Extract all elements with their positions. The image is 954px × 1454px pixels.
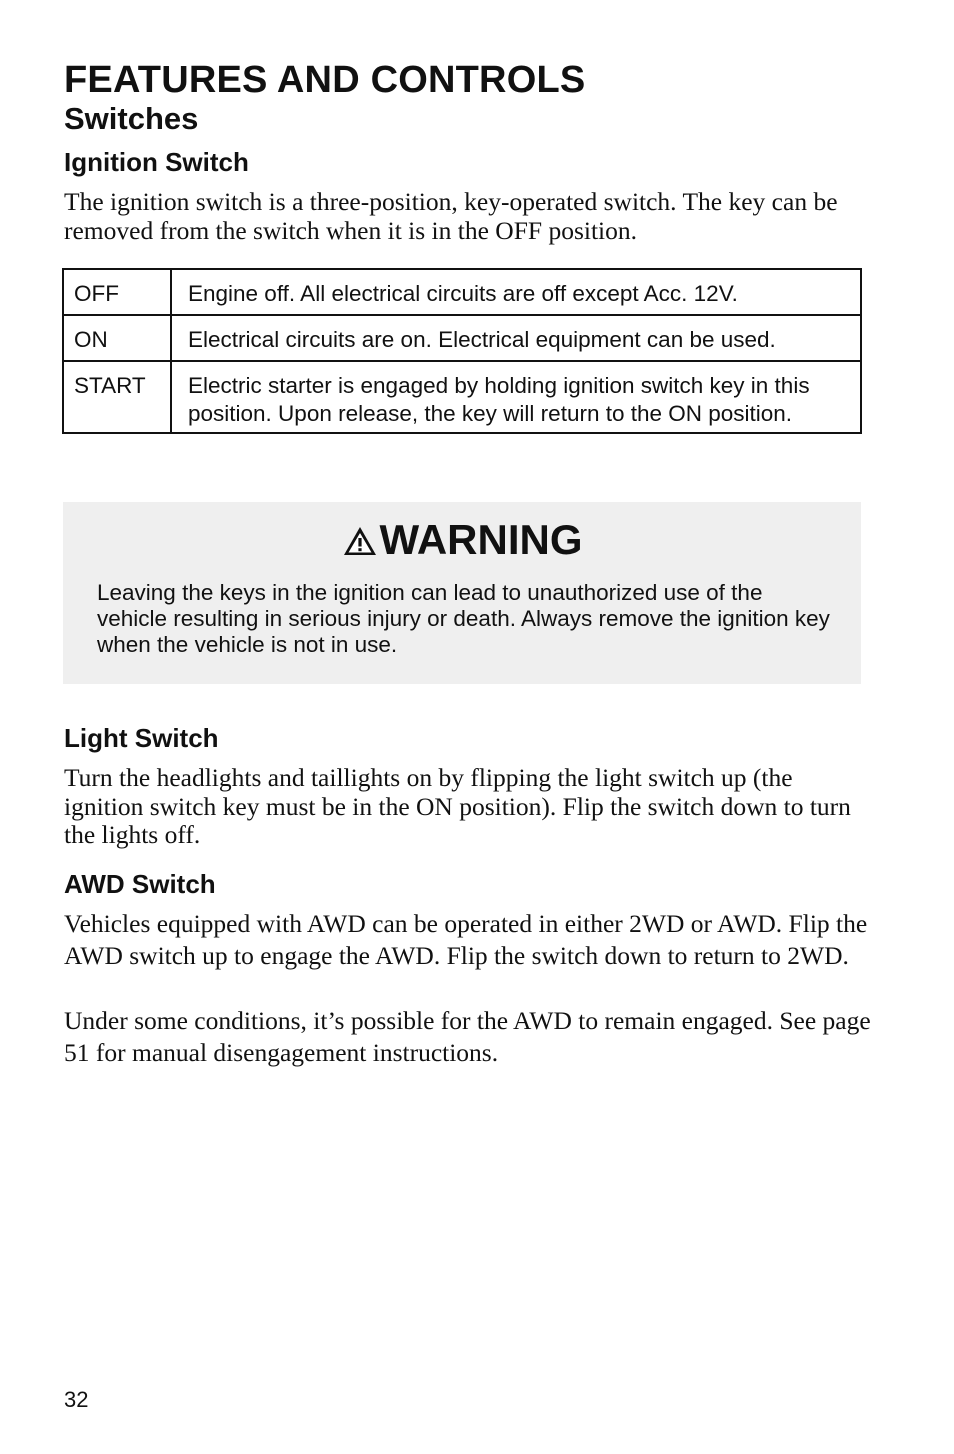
description-cell: Electric starter is engaged by holding ignition switch key in this position. Upon release, the key will return to the ON position. [188,373,810,426]
awd-paragraph-2: Under some conditions, it’s possible for the AWD to remain engaged. See page 51 for manual disengagement instructions. [64,1006,871,1067]
position-cell: ON [63,315,171,361]
chapter-title: FEATURES AND CONTROLS [64,59,586,101]
warning-box [63,502,861,684]
position-cell: START [63,361,171,433]
ignition-positions-table [62,268,862,434]
warning-heading [63,516,861,567]
awd-paragraph-1: Vehicles equipped with AWD can be operated in either 2WD or AWD. Flip the AWD switch up to engage the AWD. Flip the switch down to return to 2WD. [64,909,868,970]
light-switch-heading: Light Switch [64,723,219,753]
warning-text: Leaving the keys in the ignition can lead to unauthorized use of the vehicle resulting in serious injury or death. Always remove the ignition key when the vehicle is not in use. [97,580,830,657]
section-title: Switches [64,101,199,136]
description-cell: Engine off. All electrical circuits are off except Acc. 12V. [171,269,861,315]
awd-switch-heading: AWD Switch [64,869,216,899]
table-row [63,315,861,361]
warning-triangle-icon [342,519,378,567]
table-row [63,269,861,315]
table-row [63,361,861,433]
ignition-switch-heading: Ignition Switch [64,147,249,177]
description-cell: Electrical circuits are on. Electrical equipment can be used. [171,315,861,361]
page-number: 32 [64,1387,89,1412]
position-cell: OFF [63,269,171,315]
ignition-switch-intro: The ignition switch is a three-position, key-operated switch. The key can be removed from the switch when it is in the OFF position. [64,187,838,245]
light-switch-text: Turn the headlights and taillights on by flipping the light switch up (the ignition switch key must be in the ON position). Flip the switch down to turn the lights off. [64,763,851,849]
warning-heading-text: WARNING [379,516,583,563]
